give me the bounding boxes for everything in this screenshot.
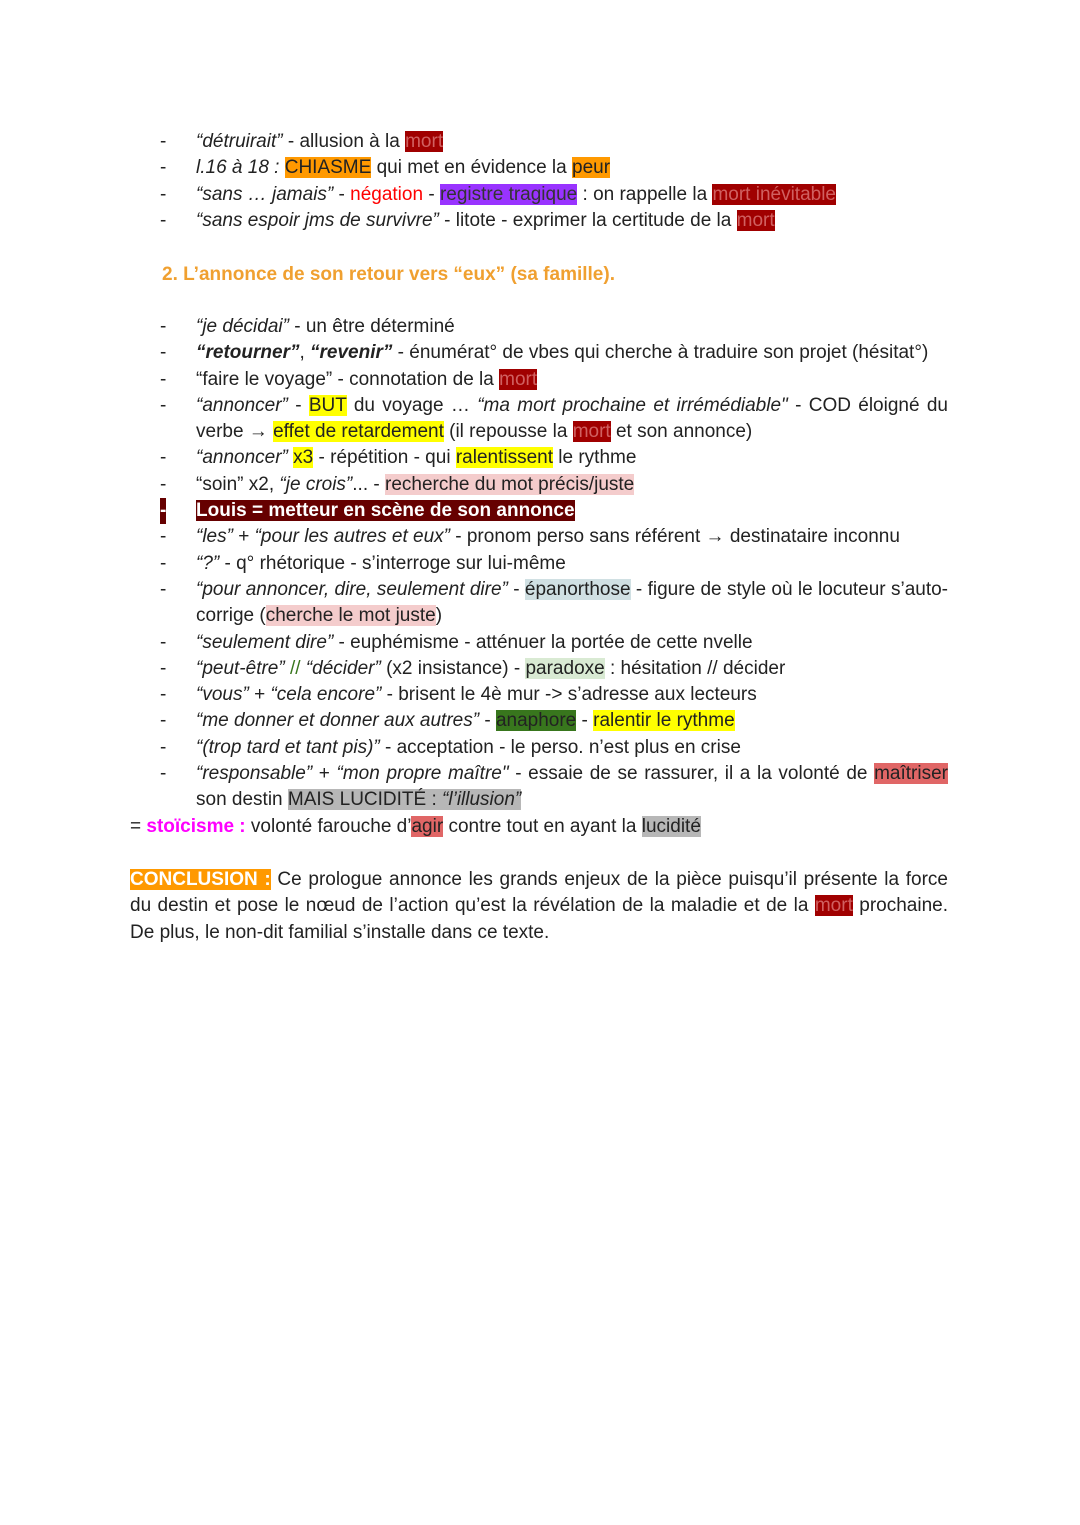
list-item: - “annoncer” x3 - répétition - qui ralentissent le rythme [160, 447, 637, 469]
highlight-mort: mort [736, 209, 775, 231]
list-item: - “les” + “pour les autres et eux” - pronom perso sans référent → destinataire inconnu [160, 526, 900, 548]
highlight-anaphore: anaphore [495, 710, 577, 732]
highlight-mort: mort [405, 131, 444, 152]
highlight-x3: x3 [293, 447, 314, 469]
highlight-mais-lucidite: MAIS LUCIDITÉ : “l’illusion” [287, 789, 522, 811]
list-item: - “faire le voyage” - connotation de la mort [160, 368, 538, 390]
conclusion-paragraph: CONCLUSION : Ce prologue annonce les grands enjeux de la pièce puisqu’il présente la force du destin et pose le nœud de l’action qu’est la révélation de la maladie et de la mort prochaine. De plus, le non-dit familial s’installe dans ce texte. [130, 869, 948, 943]
section2-list [160, 314, 948, 814]
highlight-ralentir-rythme: ralentir le rythme [593, 710, 735, 732]
highlight-paradoxe: paradoxe [525, 657, 605, 679]
list-item: - “seulement dire” - euphémisme - atténuer la portée de cette nvelle [160, 631, 753, 653]
highlight-registre-tragique: registre tragique [439, 183, 578, 205]
list-item: - “je décidai” - un être déterminé [160, 316, 455, 337]
highlight-cherche-mot-juste: cherche le mot juste [265, 605, 436, 627]
highlight-mort-inevitable: mort inévitable [712, 183, 836, 205]
stoicisme-summary: = stoïcisme : volonté farouche d’agir contre tout en ayant la lucidité [130, 816, 701, 837]
list-item: - “annoncer” - BUT du voyage … “ma mort prochaine et irrémédiable" - COD éloigné du verbe → effet de retardement (il repousse la mort et son annonce) [160, 394, 948, 443]
list-item: - “retourner”, “revenir” - énumérat° de vbes qui cherche à traduire son projet (hésitat°) [160, 342, 929, 364]
list-item: - “détruirait” - allusion à la mort [160, 131, 444, 152]
section1-list [160, 129, 948, 234]
list-item: - “responsable” + “mon propre maître" - essaie de se rassurer, il a la volonté de maîtriser son destin MAIS LUCIDITÉ : “l’illusion” [160, 763, 948, 811]
conclusion-label: CONCLUSION : [130, 869, 271, 890]
list-item: - l.16 à 18 : CHIASME qui met en évidence la peur [160, 157, 611, 179]
list-item: - “?” - q° rhétorique - s’interroge sur lui-même [160, 552, 566, 574]
list-item: - “vous” + “cela encore” - brisent le 4è mur -> s’adresse aux lecteurs [160, 684, 757, 706]
list-item: - “me donner et donner aux autres” - anaphore - ralentir le rythme [160, 710, 735, 732]
list-item: - “sans espoir jms de survivre” - litote - exprimer la certitude de la mort [160, 209, 775, 231]
section2-heading: 2. L’annonce de son retour vers “eux” (sa famille). [162, 264, 615, 285]
list-item: - “peut-être” // “décider” (x2 insistance) - paradoxe : hésitation // décider [160, 657, 786, 679]
highlight-mort: mort [499, 368, 538, 390]
highlight-peur: peur [572, 157, 611, 179]
stoicisme-label: stoïcisme : [146, 816, 246, 837]
highlight-agir: agir [411, 816, 444, 837]
list-item: - “sans … jamais” - négation - registre tragique : on rappelle la mort inévitable [160, 183, 836, 205]
list-item: - “(trop tard et tant pis)” - acceptation - le perso. n’est plus en crise [160, 736, 741, 758]
list-item: - “pour annoncer, dire, seulement dire” - épanorthose - figure de style où le locuteur s’auto-corrige (cherche le mot juste) [160, 578, 949, 627]
list-item: - “soin” x2, “je crois”... - recherche du mot précis/juste [160, 473, 635, 495]
louis-banner: Louis = metteur en scène de son annonce [196, 500, 575, 522]
list-item-banner: - Louis = metteur en scène de son annonce [160, 498, 948, 524]
negation-text: négation [350, 183, 424, 205]
highlight-mort: mort [814, 895, 853, 917]
highlight-mort: mort [572, 421, 611, 443]
highlight-epanorthose: épanorthose [524, 578, 631, 600]
highlight-ralentissent: ralentissent [455, 447, 553, 469]
highlight-lucidite: lucidité [641, 816, 701, 837]
highlight-maitriser: maîtriser [874, 763, 948, 785]
highlight-recherche-mot: recherche du mot précis/juste [385, 473, 635, 495]
highlight-effet-retardement: effet de retardement [273, 421, 444, 443]
highlight-chiasme: CHIASME [284, 157, 372, 179]
highlight-but: BUT [308, 394, 347, 416]
